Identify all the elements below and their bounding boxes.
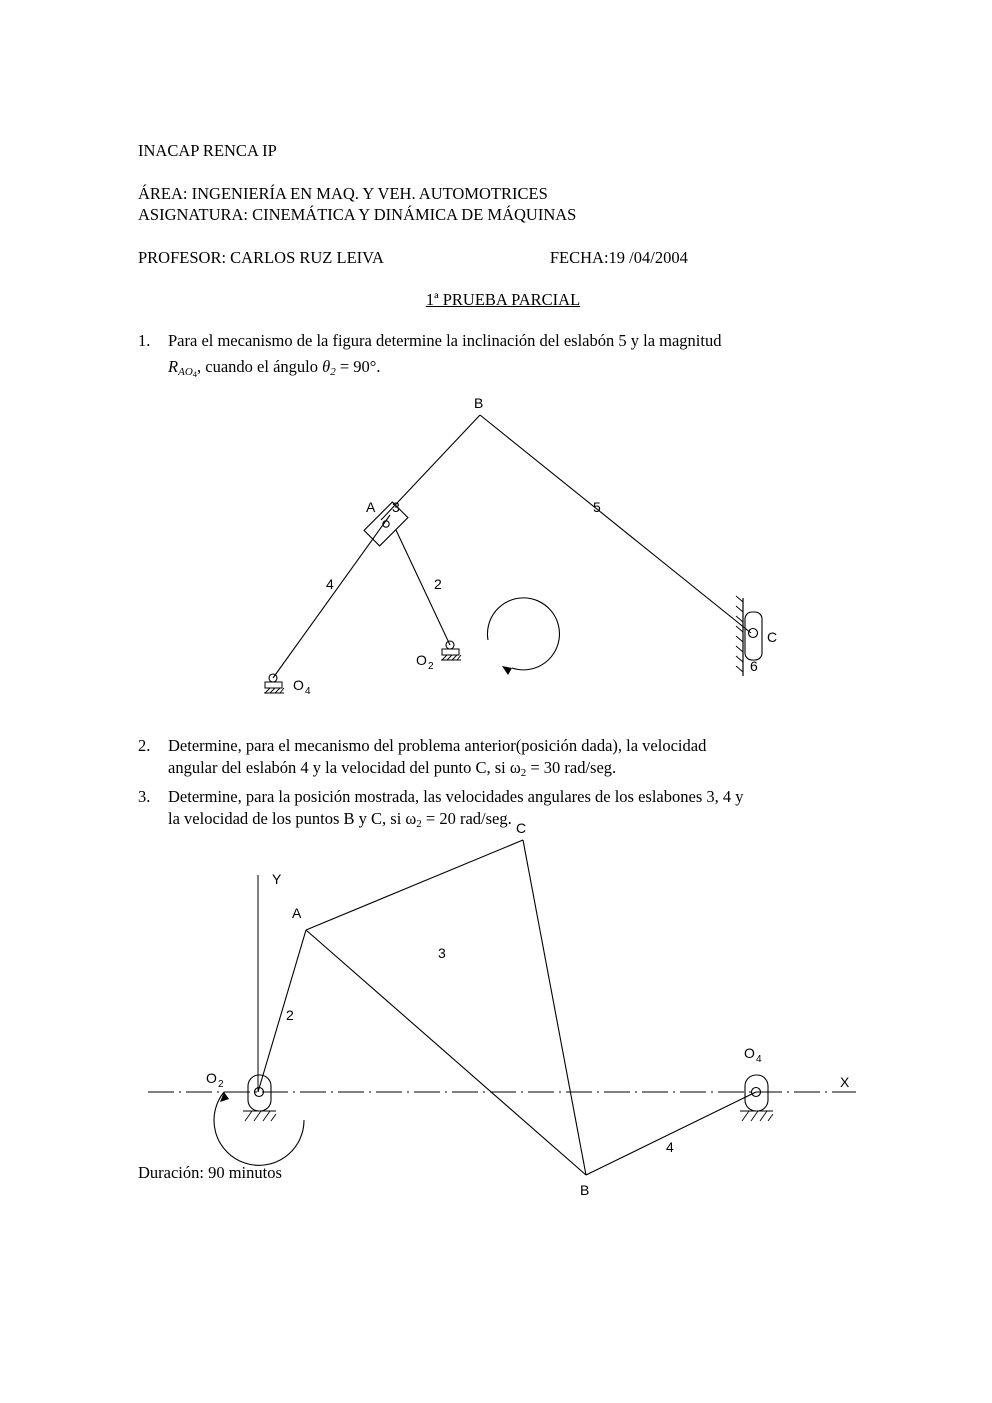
question-1-formula (168, 356, 868, 385)
figure1-label-O4: O (293, 677, 304, 693)
question-3-line2: la velocidad de los puntos B y C, si $\omega_2 = 20$ rad/seg. (168, 809, 512, 830)
symbol-R: R (168, 357, 179, 376)
area-line: ÁREA: INGENIERÍA EN MAQ. Y VEH. AUTOMOTRICES (138, 184, 548, 203)
figure1-label-O4-sub: 4 (305, 686, 311, 697)
figure-1-svg (138, 390, 868, 720)
figure1-label-C: C (767, 629, 778, 645)
questions-2-3-block (138, 735, 868, 837)
figure-1-mechanism (138, 390, 868, 720)
figure2-label-C: C (516, 820, 527, 836)
question-2-number: 2. (138, 736, 151, 755)
figure1-label-O2-sub: 2 (428, 661, 434, 672)
professor-label: PROFESOR: CARLOS RUZ LEIVA (138, 248, 384, 267)
figure1-label-O2: O (416, 652, 427, 668)
date-label: FECHA:19 /04/2004 (549, 248, 688, 267)
question-3-line1: Determine, para la posición mostrada, las velocidades angulares de los eslabones 3, 4 y (168, 787, 744, 806)
figure1-label-link3: 3 (392, 499, 400, 515)
figure2-label-A: A (292, 905, 302, 921)
figure2-label-link2: 2 (286, 1007, 294, 1023)
question-1-endtext: . (376, 357, 381, 376)
figure2-label-O2: O (206, 1070, 217, 1086)
question-1-text: Para el mecanismo de la figura determine la inclinación del eslabón 5 y la magnitud (168, 331, 722, 350)
question-2 (138, 735, 868, 784)
figure1-label-B: B (474, 395, 484, 411)
figure1-label-link2: 2 (434, 576, 442, 592)
question-1 (138, 330, 868, 385)
question-1-midtext: , cuando el ángulo (197, 357, 323, 376)
figure2-label-Y: Y (272, 871, 282, 887)
symbol-theta-eq: = 90° (335, 357, 377, 376)
question-1-number: 1. (138, 331, 151, 350)
symbol-theta-sub: 2 (330, 366, 336, 378)
figure1-label-link4: 4 (326, 576, 334, 592)
figure1-label-link6: 6 (750, 658, 758, 674)
figure2-label-O2-sub: 2 (218, 1079, 224, 1090)
figure2-label-O4-sub: 4 (756, 1054, 762, 1065)
symbol-R-sub: AO (178, 366, 193, 378)
duracion-text: Duración: 90 minutos (138, 1163, 282, 1182)
figure2-label-link4: 4 (666, 1139, 674, 1155)
professor-row (138, 247, 868, 268)
figure2-label-B: B (580, 1182, 590, 1198)
question-2-line2: angular del eslabón 4 y la velocidad del punto C, si $\omega_2 = 30$ rad/seg. (168, 758, 617, 779)
question-3 (138, 786, 868, 835)
figure1-label-A: A (366, 499, 376, 515)
figure2-label-X: X (840, 1074, 850, 1090)
figure2-label-link3: 3 (438, 945, 446, 961)
question-2-line1: Determine, para el mecanismo del problema anterior(posición dada), la velocidad (168, 736, 707, 755)
institution-line: INACAP RENCA IP (138, 141, 277, 160)
exam-title: 1ª PRUEBA PARCIAL (425, 290, 581, 309)
question-3-number: 3. (138, 787, 151, 806)
figure2-label-O4: O (744, 1045, 755, 1061)
symbol-R-sub2: 4 (192, 369, 198, 379)
document-header-block (138, 140, 868, 387)
asignatura-line: ASIGNATURA: CINEMÁTICA Y DINÁMICA DE MÁQUINAS (138, 205, 577, 224)
symbol-theta: θ (322, 357, 331, 376)
figure1-label-link5: 5 (593, 499, 601, 515)
